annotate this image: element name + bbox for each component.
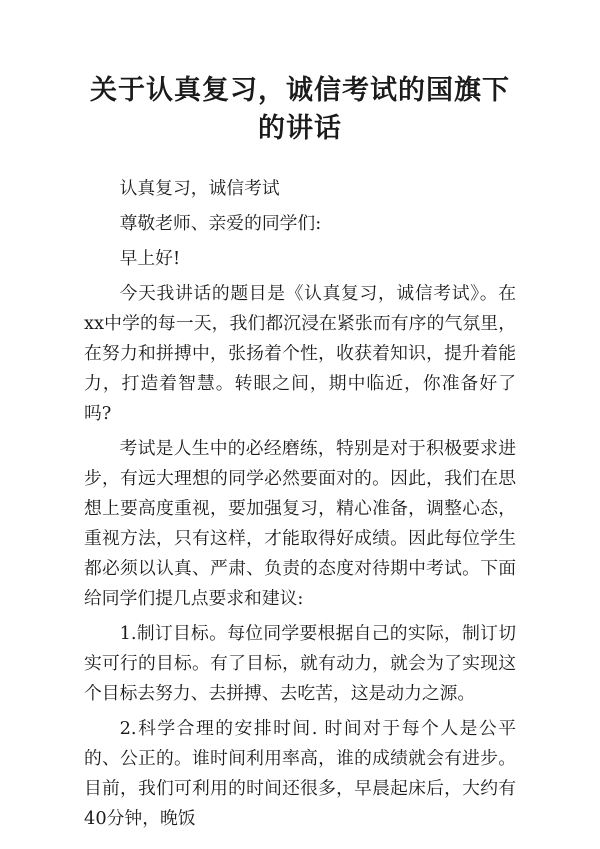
document-title: 关于认真复习，诚信考试的国旗下的讲话 (90, 75, 510, 144)
paragraph-intro: 今天我讲话的题目是《认真复习，诚信考试》。在xx中学的每一天，我们都沉浸在紧张而有序的气氛里，在努力和拼搏中，张扬着个性，收获着知识，提升着能力，打造着智慧。转眼之间，期中临近，你准备好了吗? (84, 283, 516, 424)
paragraph-point-1: 1.制订目标。每位同学要根据自己的实际，制订切实可行的目标。有了目标，就有动力，就会为了实现这个目标去努力、去拼搏、去吃苦，这是动力之源。 (84, 623, 516, 704)
paragraph-greeting: 早上好! (119, 248, 181, 269)
paragraph-point-2: 2.科学合理的安排时间. 时间对于每个人是公平的、公正的。谁时间利用率高，谁的成绩就会有进步。目前，我们可利用的时间还很多，早晨起床后，大约有40分钟，晚饭 (84, 718, 516, 829)
paragraph-exam-importance: 考试是人生中的必经磨练，特别是对于积极要求进步，有远大理想的同学必然要面对的。因此，我们在思想上要高度重视，要加强复习，精心准备，调整心态，重视方法，只有这样，才能取得好成绩。因此每位学生都必须以认真、严肃、负责的态度对待期中考试。下面给同学们提几点要求和建议: (84, 438, 516, 609)
document-body (84, 174, 516, 839)
paragraph-subtitle: 认真复习，诚信考试 (119, 178, 280, 199)
paragraph-salutation: 尊敬老师、亲爱的同学们: (119, 213, 322, 234)
